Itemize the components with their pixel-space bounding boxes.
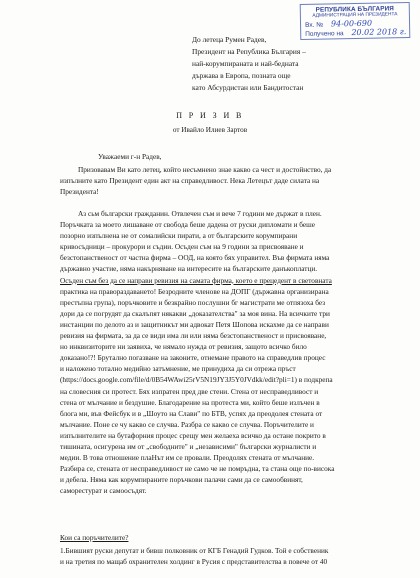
- text-line: 1.Бившият руски депутат и бивш полковник от КГБ Генадий Гудков. Той е собственик: [60, 546, 329, 555]
- text-line: мълчание. Поне се чу какво се случва. Разбра се какво се случва. Поръчителите и: [60, 419, 314, 429]
- text-line: Призовавам Ви като летец, който несъмнено знае какво са чест и достойнство, да: [78, 165, 332, 174]
- text-line: и наложено тотално медийно затъмнение, ме принудиха да си отрежа пръст: [60, 364, 296, 374]
- text-line: Поръчката за моето лишаване от свобода беше дадена от руски дипломати и беше: [60, 220, 316, 230]
- text-line-link[interactable]: (https://docs.google.com/file/d/0B54WAwi25rV5N19JY3J5Y0JVdkk/edit?pli=1) в подкрепа: [60, 375, 333, 385]
- text-line: кривосъдници – прокурори и съдии. Осъден съм на 9 години за присвояване и: [60, 242, 304, 252]
- text-line: държавно участие, няма накърняване на интересите на българските данъкоплатци.: [60, 264, 318, 274]
- addressee-line: държава в Европа, позната още: [192, 70, 291, 80]
- text-line-underlined: Осъден съм без да се направи ревизия на самата фирма, което е прецедент в световната: [60, 275, 332, 285]
- stamp-received-date: 20.02 2018 г.: [351, 27, 407, 38]
- text-line: дори да се погрудят да скалъпят някакви „доказателства" за моя вина. На всичките три: [60, 308, 330, 318]
- text-line: медии. В това отношение плаНът им се провали. Преодолях стената от мълчание.: [60, 453, 315, 463]
- stamp-line-2: АДМИНИСТРАЦИЯ НА ПРЕЗИДЕНТА: [312, 12, 398, 19]
- text-line: Разбира се, стената от несправедливост не само че не помръдна, та стана още по-висока: [60, 464, 335, 474]
- addressee-line: като Абсурдистан или Бандитостан: [192, 82, 304, 92]
- stamp-line-1: РЕПУБЛИКА БЪЛГАРИЯ: [315, 5, 395, 14]
- text-line: но инквизиторите ни заявиха, че нямало нужда от ревизия, защото всичко било: [60, 342, 307, 352]
- text-line: безстопанственост от частна фирма – ООД, на която бях управител. Във фирмата няма: [60, 253, 330, 263]
- section-heading: Кои са поръчителите?: [60, 533, 129, 542]
- stamp-reg-number: 94-00-690: [330, 18, 373, 29]
- salutation: Уважаеми г-н Радев,: [98, 152, 162, 161]
- paragraph-appeal: [60, 164, 360, 197]
- text-line: на словесния си протест. Бях изпратен пред две стени. Стена от несправедливост и: [60, 386, 319, 396]
- text-line: доказано!?! Брутално погазване на законите, отнемане правото на справедлив процес: [60, 353, 326, 363]
- document-author: от Ивайло Илиев Зартов: [172, 126, 248, 134]
- text-line: престъпна група), поръчковите и безкрайно послушни бг магистрати ме отпязоха без: [60, 297, 326, 307]
- stamp-reg-label: Вх. №: [305, 21, 324, 29]
- stamp-received-label: Получено на: [305, 30, 344, 38]
- addressee-line: най-корумпираната и най-бедната: [192, 58, 299, 68]
- text-line: тишината, осигурена им от „свободните" и „независими" български журналисти и: [60, 441, 317, 451]
- text-line: практика на правораздаването! Безродните членове на ДОПГ (държавна организирана: [60, 286, 329, 296]
- paragraph-story: [60, 208, 360, 496]
- text-line: и дебела. Няма как корумпираните поръчкови палачи сами да се самообвинят,: [60, 475, 303, 485]
- text-line: блога ми, във Фейсбук и в „Шоуто на Слави" по БТВ, успях да преодолея стената от: [60, 408, 323, 418]
- text-line: Президента!: [60, 187, 99, 197]
- text-line: и на третия по мащаб охранителен холдинг в Русия с представителства в повече от 40: [60, 557, 328, 567]
- document-title: П Р И З И В: [176, 111, 244, 120]
- text-line: ревизия на фирмата, за да се види има ли или няма безстопанственост и присвояване,: [60, 331, 327, 341]
- text-line: изпълнителите на бутафорния процес срещу мен желаеха всичко да остане покрито в: [60, 430, 326, 440]
- text-line: саморестурат и самоосъдят.: [60, 486, 147, 496]
- text-line: изпълните като Президент един акт на справедливост. Нека Летецът даде силата на: [60, 176, 320, 186]
- addressee-block: [192, 34, 402, 94]
- text-line: Аз сьм български гражданин. Отвлечен съм и вече 7 години ме държат в плен.: [78, 209, 322, 218]
- addressee-line: До летеца Румен Радев,: [192, 35, 267, 44]
- text-line: инстанции по делото аз и защитникът ми адвокат Петя Шопова искахме да се направи: [60, 319, 329, 329]
- text-line: стена от мълчание и бездушие. Благодарение на протеста ми, който беше излъчен в: [60, 397, 320, 407]
- text-line: позорно изпълнена не от сомалийски пирати, а от българските корумпирани: [60, 231, 298, 241]
- addressee-line: Президент на Република България –: [192, 46, 306, 56]
- paragraph-list: [60, 545, 360, 567]
